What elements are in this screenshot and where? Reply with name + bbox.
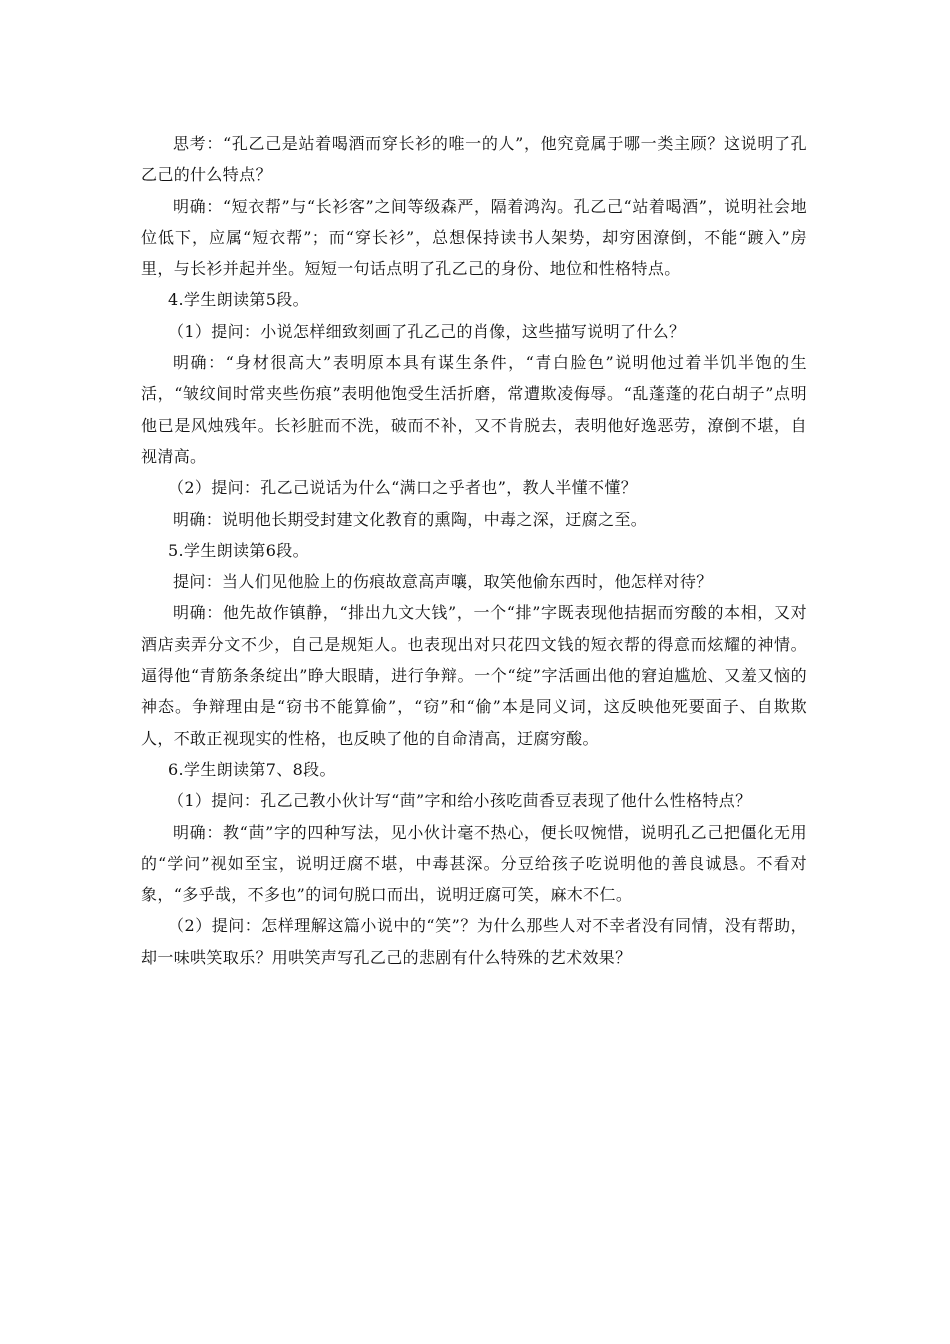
- step-5-heading: 5.学生朗读第6段。: [168, 540, 309, 560]
- paragraph-answer-portrait: 明确：“身材很高大”表明原本具有谋生条件，“青白脸色”说明他过着半饥半饱的生活，“皱纹间时常夹些伤痕”表明他饱受生活折磨，常遭欺凌侮辱。“乱蓬蓬的花白胡子”点明他已是风烛残年。长衫脏而不洗，破而不补，又不肯脱去，表明他好逸恶劳，潦倒不堪，自视清高。: [141, 353, 807, 466]
- paragraph-answer-speech: 明确：说明他长期受封建文化教育的熏陶，中毒之深，迂腐之至。: [173, 509, 648, 529]
- question-laughter: （2）提问：怎样理解这篇小说中的“笑”？为什么那些人对不幸者没有同情，没有帮助，却一味哄笑取乐？用哄笑声写孔乙己的悲剧有什么特殊的艺术效果？: [141, 916, 807, 967]
- paragraph-think-question: 思考：“孔乙己是站着喝酒而穿长衫的唯一的人”，他究竟属于哪一类主顾？这说明了孔乙己的什么特点？: [141, 134, 807, 185]
- document-body: [141, 128, 807, 973]
- paragraph-answer-scars: 明确：他先故作镇静，“排出九文大钱”，一个“排”字既表现他拮据而穷酸的本相，又对酒店卖弄分文不少，自己是规矩人。也表现出对只花四文钱的短衣帮的得意而炫耀的神情。逼得他“青筋条条绽出”睁大眼睛，进行争辩。一个“绽”字活画出他的窘迫尴尬、又羞又恼的神态。争辩理由是“窃书不能算偷”，“窃”和“偷”本是同义词，这反映他死要面子、自欺欺人，不敢正视现实的性格，也反映了他的自命清高，迂腐穷酸。: [141, 603, 807, 748]
- question-portrait: （1）提问：小说怎样细致刻画了孔乙己的肖像，这些描写说明了什么？: [168, 321, 686, 341]
- question-speech: （2）提问：孔乙己说话为什么“满口之乎者也”，教人半懂不懂？: [168, 478, 638, 498]
- question-hui-character: （1）提问：孔乙己教小伙计写“茴”字和给小孩吃茴香豆表现了他什么性格特点？: [168, 791, 752, 811]
- step-6-heading: 6.学生朗读第7、8段。: [168, 759, 336, 779]
- paragraph-answer-status: 明确：“短衣帮”与“长衫客”之间等级森严，隔着鸿沟。孔乙己“站着喝酒”，说明社会地位低下，应属“短衣帮”；而“穿长衫”，总想保持读书人架势，却穷困潦倒，不能“踱入”房里，与长衫并起并坐。短短一句话点明了孔乙己的身份、地位和性格特点。: [141, 196, 807, 279]
- paragraph-answer-hui-character: 明确：教“茴”字的四种写法，见小伙计毫不热心，便长叹惋惜，说明孔乙己把僵化无用的“学问”视如至宝，说明迂腐不堪，中毒甚深。分豆给孩子吃说明他的善良诚恳。不看对象，“多乎哉，不多也”的词句脱口而出，说明迂腐可笑，麻木不仁。: [141, 822, 807, 905]
- question-scars: 提问：当人们见他脸上的伤痕故意高声嚷，取笑他偷东西时，他怎样对待？: [173, 572, 713, 592]
- step-4-heading: 4.学生朗读第5段。: [168, 290, 309, 310]
